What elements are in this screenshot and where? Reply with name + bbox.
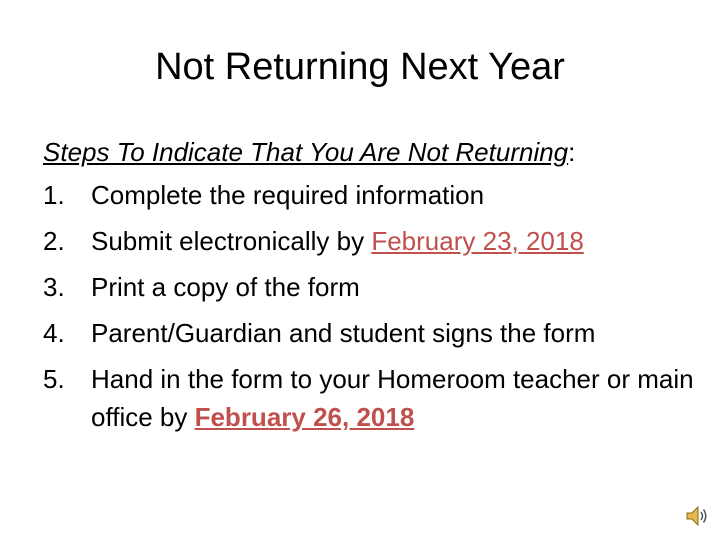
list-item bbox=[43, 176, 703, 214]
step-text: Parent/Guardian and student signs the form bbox=[91, 318, 596, 348]
step-number: 5. bbox=[43, 364, 65, 394]
step-number: 4. bbox=[43, 318, 65, 348]
hand-in-deadline: February 26, 2018 bbox=[194, 402, 415, 432]
steps-list bbox=[43, 176, 703, 436]
page-title: Not Returning Next Year bbox=[155, 46, 565, 88]
submission-deadline: February 23, 2018 bbox=[371, 226, 584, 256]
speaker-icon[interactable] bbox=[684, 503, 710, 529]
list-item bbox=[43, 268, 703, 306]
step-text-wrap bbox=[91, 222, 703, 260]
step-number: 1. bbox=[43, 180, 65, 210]
list-item bbox=[43, 314, 703, 352]
step-text: Submit electronically by bbox=[91, 226, 372, 256]
step-text: Complete the required information bbox=[91, 180, 485, 210]
steps-heading-colon: : bbox=[568, 137, 576, 167]
step-text: Hand in the form to your Homeroom teacher or main office by bbox=[91, 364, 694, 432]
steps-heading bbox=[43, 133, 703, 171]
step-number: 3. bbox=[43, 272, 65, 302]
list-item bbox=[43, 222, 703, 260]
slide-body bbox=[43, 133, 703, 444]
list-item bbox=[43, 360, 703, 436]
steps-heading-text: Steps To Indicate That You Are Not Returning bbox=[43, 137, 569, 167]
step-text-wrap bbox=[91, 360, 703, 436]
step-text: Print a copy of the form bbox=[91, 272, 360, 302]
step-number: 2. bbox=[43, 226, 65, 256]
